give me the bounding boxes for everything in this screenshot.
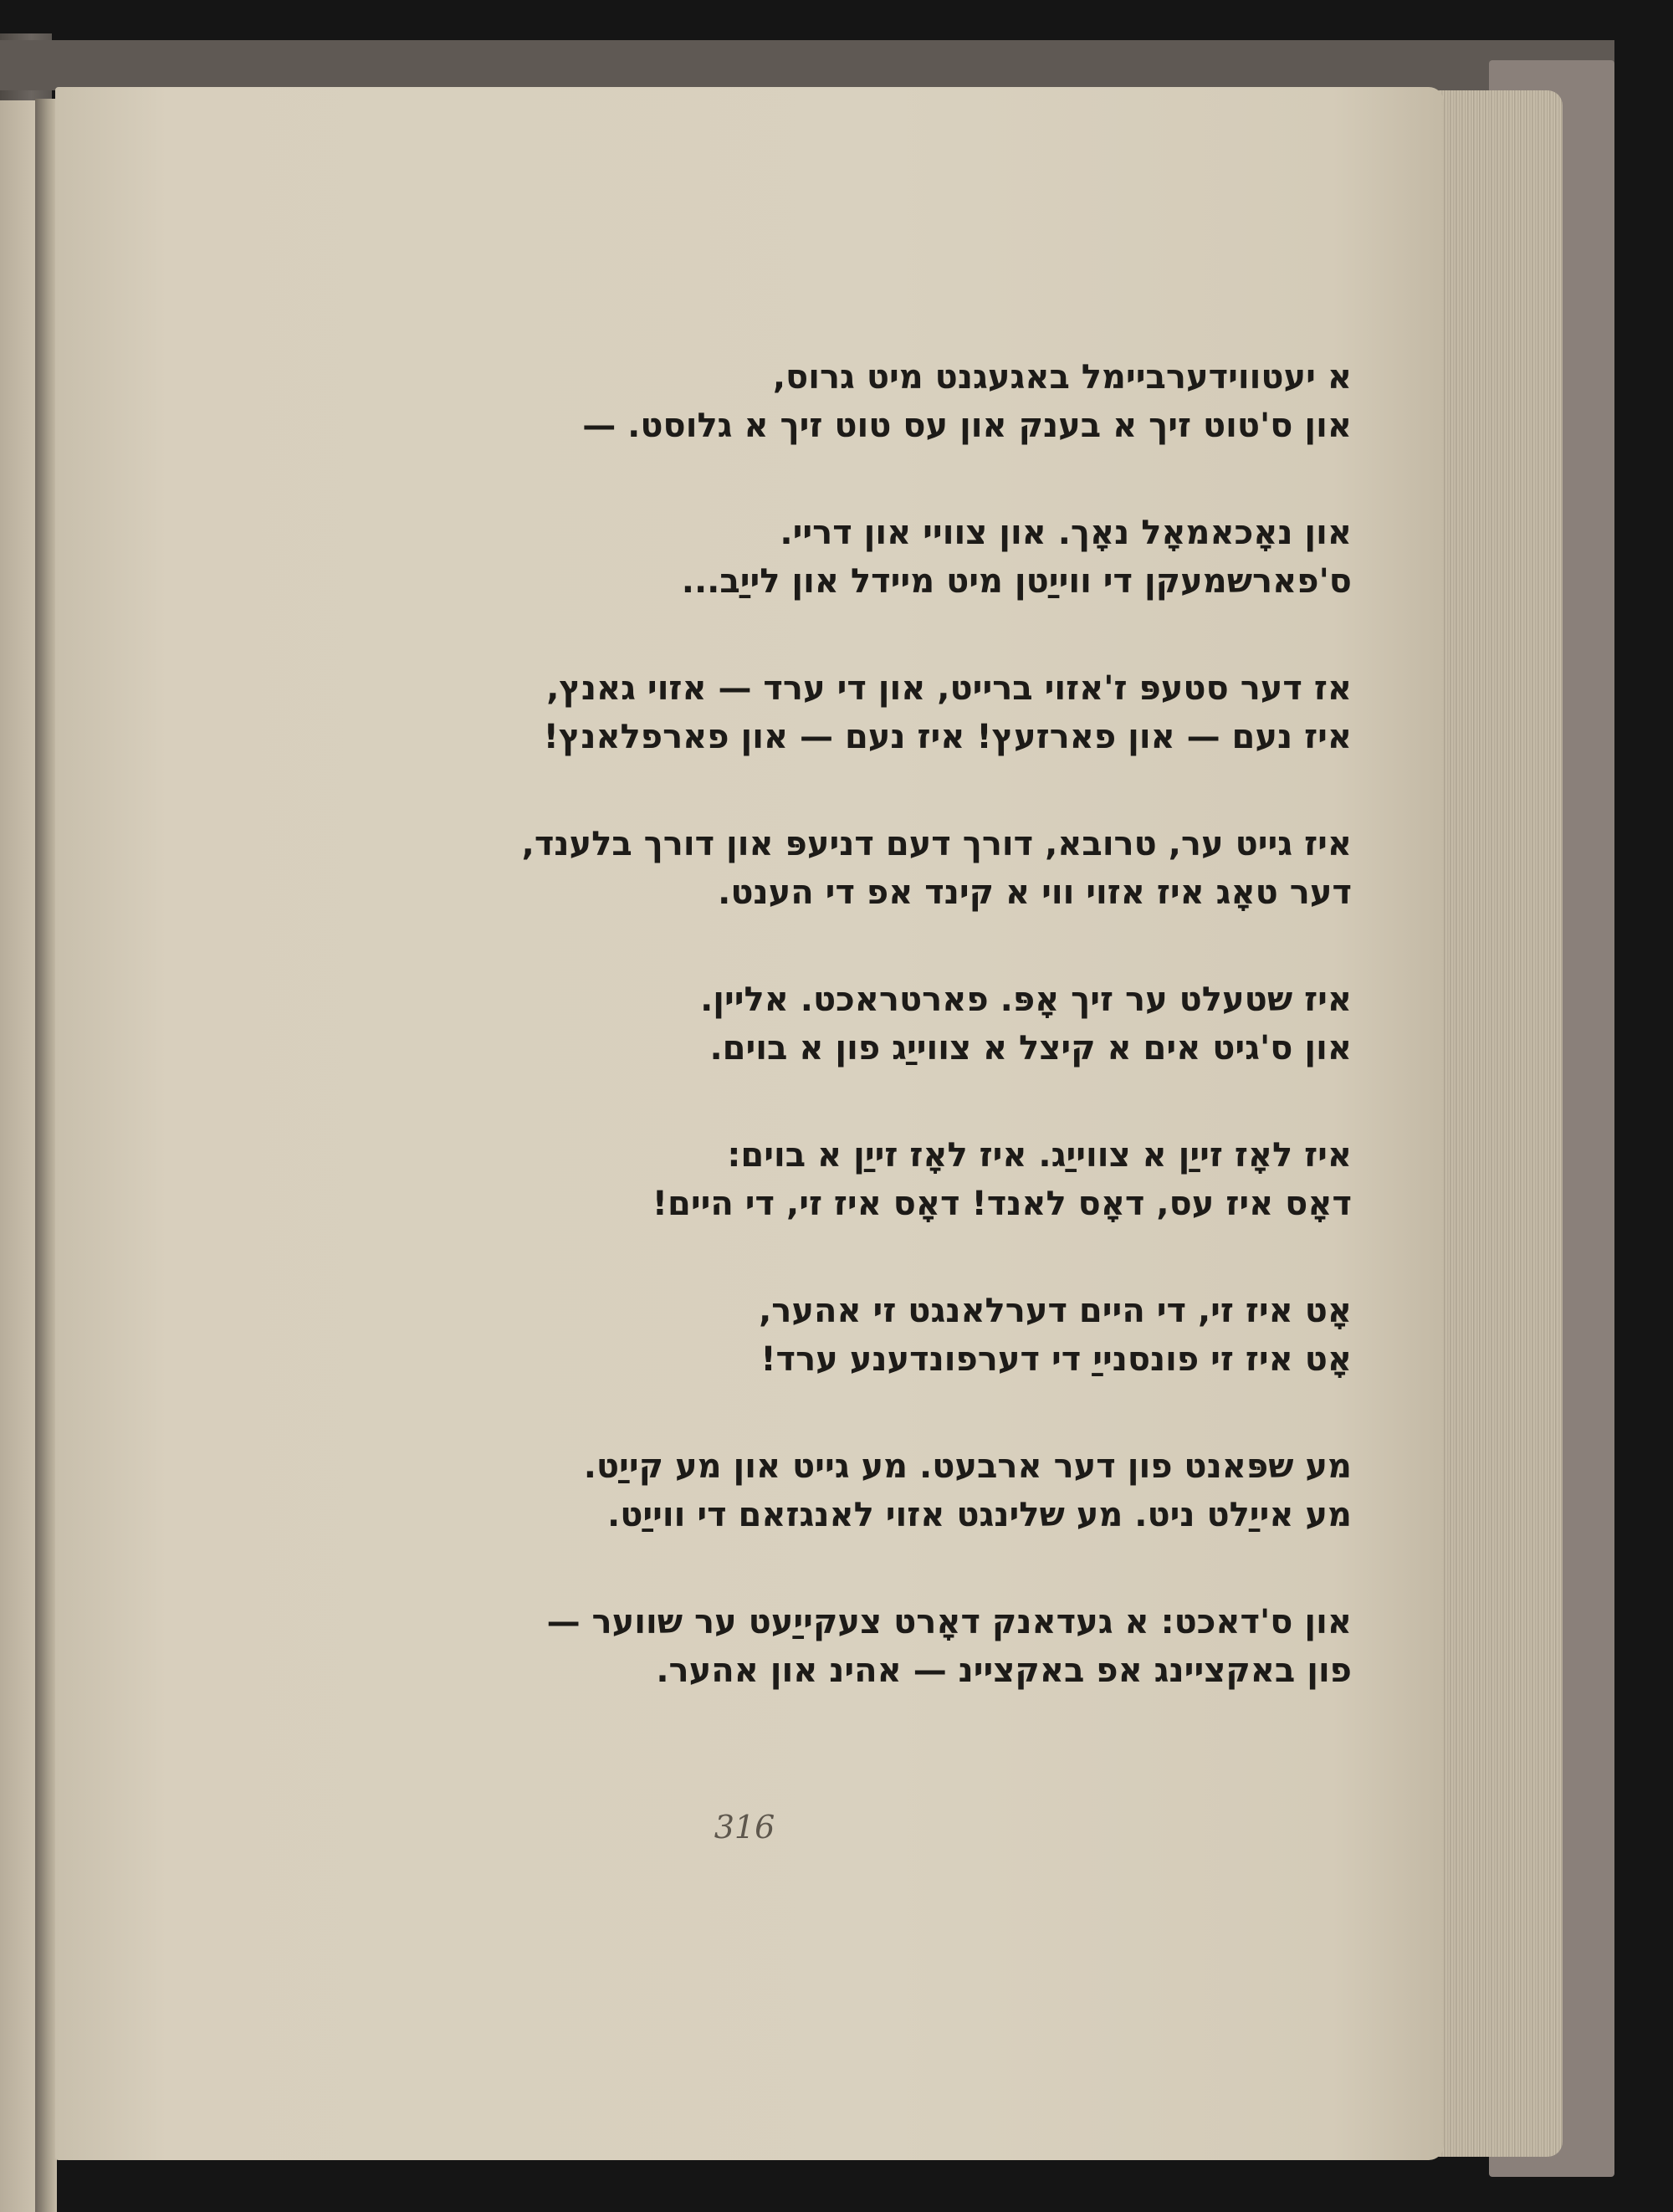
poem-line: דאָס איז עס, דאָס לאנד! דאָס איז זי, די היים! — [652, 1185, 1352, 1223]
poem-line: איז לאָז זייַן א צווייַג. איז לאָז זייַן א בוים: — [727, 1136, 1352, 1175]
poem-text — [390, 353, 1352, 1695]
stanza — [390, 353, 1352, 450]
facing-page-edge — [0, 100, 35, 2212]
poem-line: אָט איז זי פונסנייַ די דערפונדענע ערד! — [760, 1340, 1352, 1379]
page-number: 316 — [714, 1809, 775, 1846]
poem-line: פון באקציינג אפ באקציינ — אהינ און אהער. — [656, 1651, 1352, 1690]
stanza — [390, 975, 1352, 1073]
poem-line: און ס'טוט זיך א בענק און עס טוט זיך א גלוסט. — — [582, 407, 1352, 445]
stanza — [390, 1442, 1352, 1539]
poem-line: און נאָכאמאָל נאָך. און צוויי און דריי. — [780, 514, 1352, 552]
page-stack-edges — [1432, 90, 1563, 2157]
stanza — [390, 664, 1352, 761]
book-gutter — [35, 99, 57, 2212]
poem-line: אז דער סטעפּ ז'אזוי ברייט, און די ערד — אזוי גאנץ, — [546, 669, 1352, 708]
poem-line: ס'פארשמעקן די ווייַטן מיט מיידל און לייַב... — [681, 562, 1352, 601]
stanza — [390, 820, 1352, 917]
poem-line: איז נעם — און פארזעץ! איז נעם — און פארפלאנץ! — [543, 718, 1352, 756]
poem-line: מע שפּאנט פון דער ארבעט. מע גייט און מע קייַט. — [583, 1447, 1352, 1486]
poem-line: דער טאָג איז אזוי ווי א קינד אפ די הענט. — [718, 873, 1352, 912]
poem-line: איז גייט ער, טרובא, דורך דעם דניעפּ און דורך בלענד, — [521, 825, 1352, 863]
poem-line: איז שטעלט ער זיך אָפּ. פארטראכט. אליין. — [700, 981, 1352, 1019]
stanza — [390, 1131, 1352, 1228]
poem-line: מע אייַלט ניט. מע שלינגט אזוי לאנגזאם די ווייַט. — [607, 1496, 1352, 1534]
book-page — [55, 87, 1444, 2160]
poem-line: א יעטווידערביימל באגעגנט מיט גרוס, — [772, 358, 1352, 397]
stanza — [390, 1287, 1352, 1384]
poem-line: און ס'דאכט: א געדאנק דאָרט צעקייַעט ער שווער — — [546, 1603, 1352, 1641]
stanza — [390, 509, 1352, 606]
stanza — [390, 1598, 1352, 1695]
book-cover-top — [0, 40, 1614, 90]
poem-line: און ס'גיט אים א קיצל א צווייַג פון א בוים. — [709, 1029, 1352, 1068]
poem-line: אָט איז זי, די היים דערלאנגט זי אהער, — [759, 1292, 1352, 1330]
